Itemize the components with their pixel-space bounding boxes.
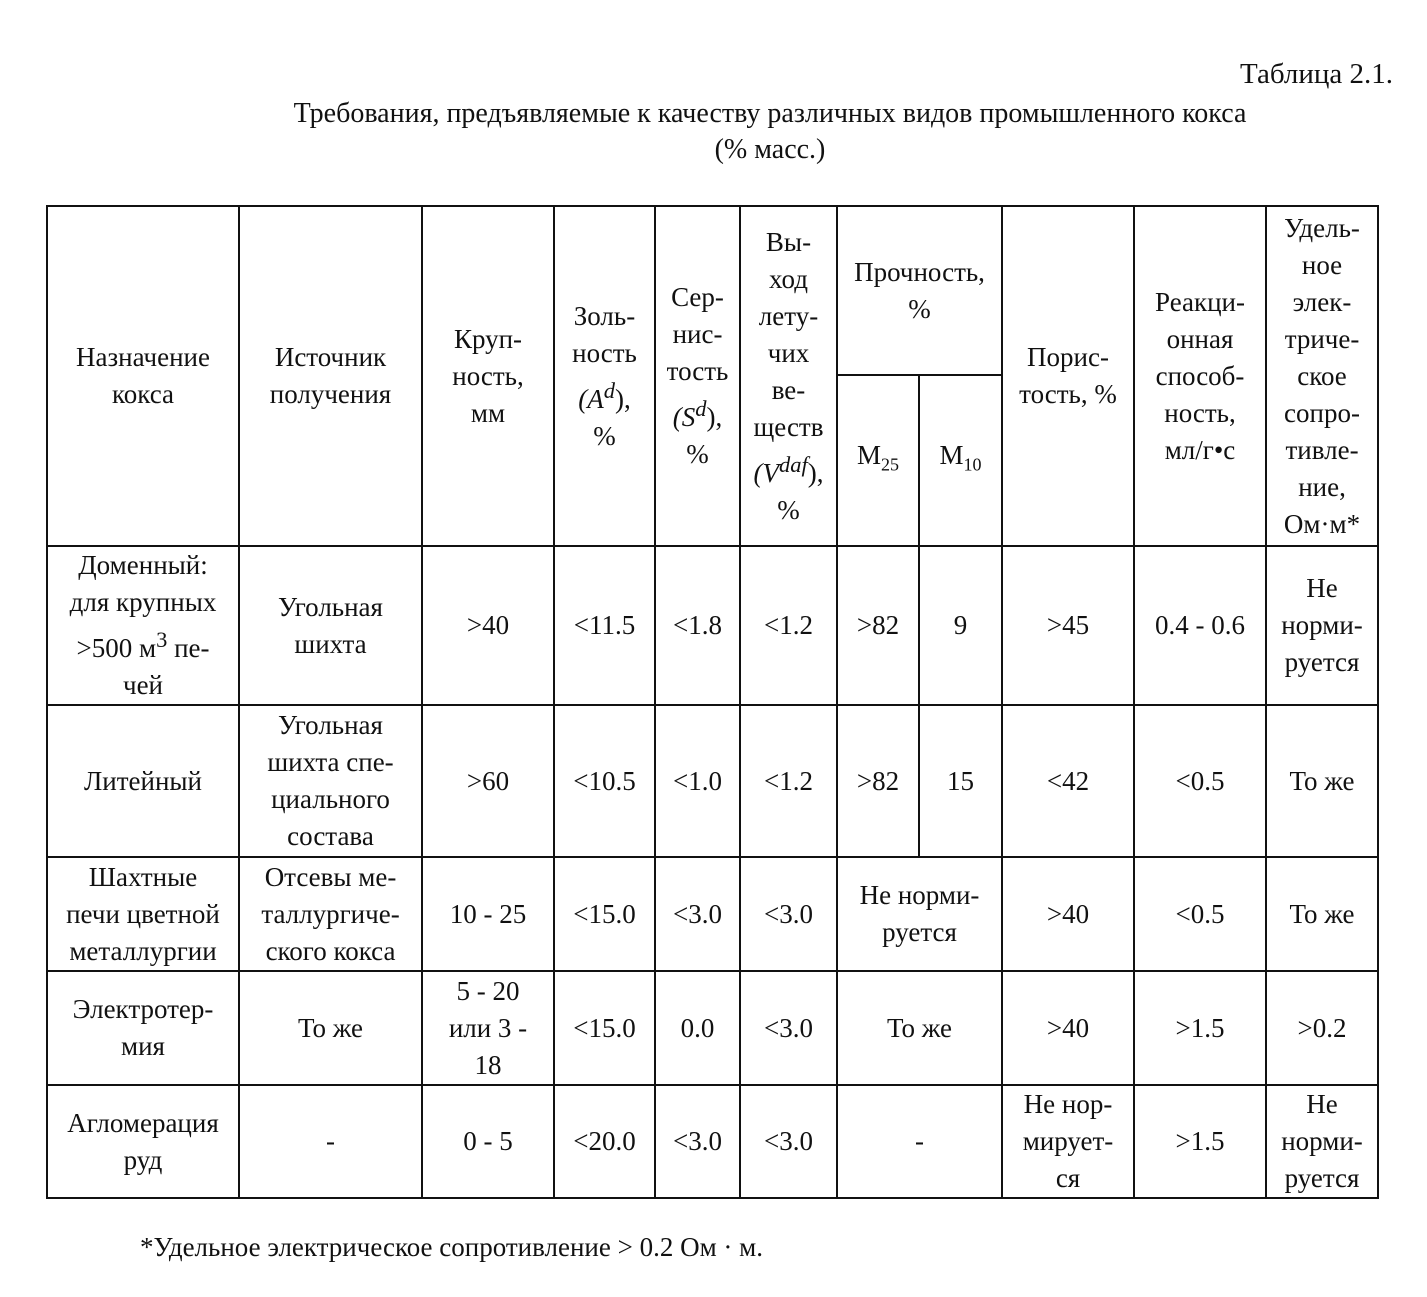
header-porosity: Порис- тость, % [1002,206,1134,546]
row-source: То же [239,971,422,1085]
row-sulfur: <1.8 [655,546,740,705]
row-porosity: <42 [1002,705,1134,857]
footnote: *Удельное электрическое сопротивление > 0.2 Ом · м. [140,1232,763,1262]
header-sulfur: Сер- нис- тость $(S^d)$, % [655,206,740,546]
row-size: >40 [422,546,554,705]
row-m25: >82 [837,705,919,857]
row-source: Угольная шихта спе- циального состава [239,705,422,857]
row-ash: <11.5 [554,546,655,705]
row-ash: <20.0 [554,1085,655,1198]
row-sulfur: 0.0 [655,971,740,1085]
row-volatile: <3.0 [740,971,837,1085]
row-ash: <15.0 [554,971,655,1085]
header-volatile: Вы- ход лету- чих ве- ществ $(V^{daf})$, % [740,206,837,546]
row-size: 10 - 25 [422,857,554,971]
row-purpose: Шахтные печи цветной металлургии [47,857,239,971]
row-sulfur: <3.0 [655,857,740,971]
row-m25: >82 [837,546,919,705]
row-ash: <15.0 [554,857,655,971]
row-purpose: Доменный: для крупных >500 $м^3$ пе- чей [47,546,239,705]
title-line-2: (% масс.) [714,134,826,165]
row-volatile: <3.0 [740,1085,837,1198]
row-volatile: <1.2 [740,546,837,705]
table-row [47,546,1378,705]
header-row-1 [47,206,1378,375]
title-line-1: Требования, предъявляемые к качеству различных видов промышленного кокса [293,98,1247,129]
header-ash: Золь- ность $(A^d)$, % [554,206,655,546]
header-size: Круп- ность, мм [422,206,554,546]
row-source: Угольная шихта [239,546,422,705]
row-m10: 9 [919,546,1002,705]
row-porosity: >45 [1002,546,1134,705]
coke-requirements-table [46,205,1379,1199]
row-reactivity: <0.5 [1134,705,1266,857]
row-reactivity: >1.5 [1134,971,1266,1085]
row-strength: То же [837,971,1002,1085]
header-m25: $M_{25}$ [837,375,919,546]
row-reactivity: 0.4 - 0.6 [1134,546,1266,705]
row-sulfur: <3.0 [655,1085,740,1198]
row-resistivity: >0.2 [1266,971,1378,1085]
header-purpose: Назначение кокса [47,206,239,546]
table-row [47,971,1378,1085]
row-reactivity: <0.5 [1134,857,1266,971]
table-row [47,705,1378,857]
row-strength: Не норми- руется [837,857,1002,971]
row-purpose: Агломерация руд [47,1085,239,1198]
row-sulfur: <1.0 [655,705,740,857]
table-row [47,1085,1378,1198]
row-porosity: >40 [1002,971,1134,1085]
table-title [0,96,1427,168]
row-strength: - [837,1085,1002,1198]
row-size: 5 - 20 или 3 - 18 [422,971,554,1085]
row-volatile: <1.2 [740,705,837,857]
row-porosity: Не нор- мирует- ся [1002,1085,1134,1198]
row-purpose: Литейный [47,705,239,857]
row-resistivity: То же [1266,705,1378,857]
header-source: Источник получения [239,206,422,546]
header-m10: $M_{10}$ [919,375,1002,546]
row-source: Отсевы ме- таллургиче- ского кокса [239,857,422,971]
row-volatile: <3.0 [740,857,837,971]
row-resistivity: То же [1266,857,1378,971]
row-m10: 15 [919,705,1002,857]
header-reactivity: Реакци- онная способ- ность, мл/г•с [1134,206,1266,546]
header-strength: Прочность, % [837,206,1002,375]
header-resistivity: Удель- ное элек- триче- ское сопро- тивле- ние, Ом·м* [1266,206,1378,546]
row-porosity: >40 [1002,857,1134,971]
row-size: >60 [422,705,554,857]
row-ash: <10.5 [554,705,655,857]
row-reactivity: >1.5 [1134,1085,1266,1198]
row-resistivity: Не норми- руется [1266,546,1378,705]
table-label: Таблица 2.1. [1239,58,1393,90]
row-purpose: Электротер- мия [47,971,239,1085]
table-row [47,857,1378,971]
row-size: 0 - 5 [422,1085,554,1198]
row-source: - [239,1085,422,1198]
row-resistivity: Не норми- руется [1266,1085,1378,1198]
